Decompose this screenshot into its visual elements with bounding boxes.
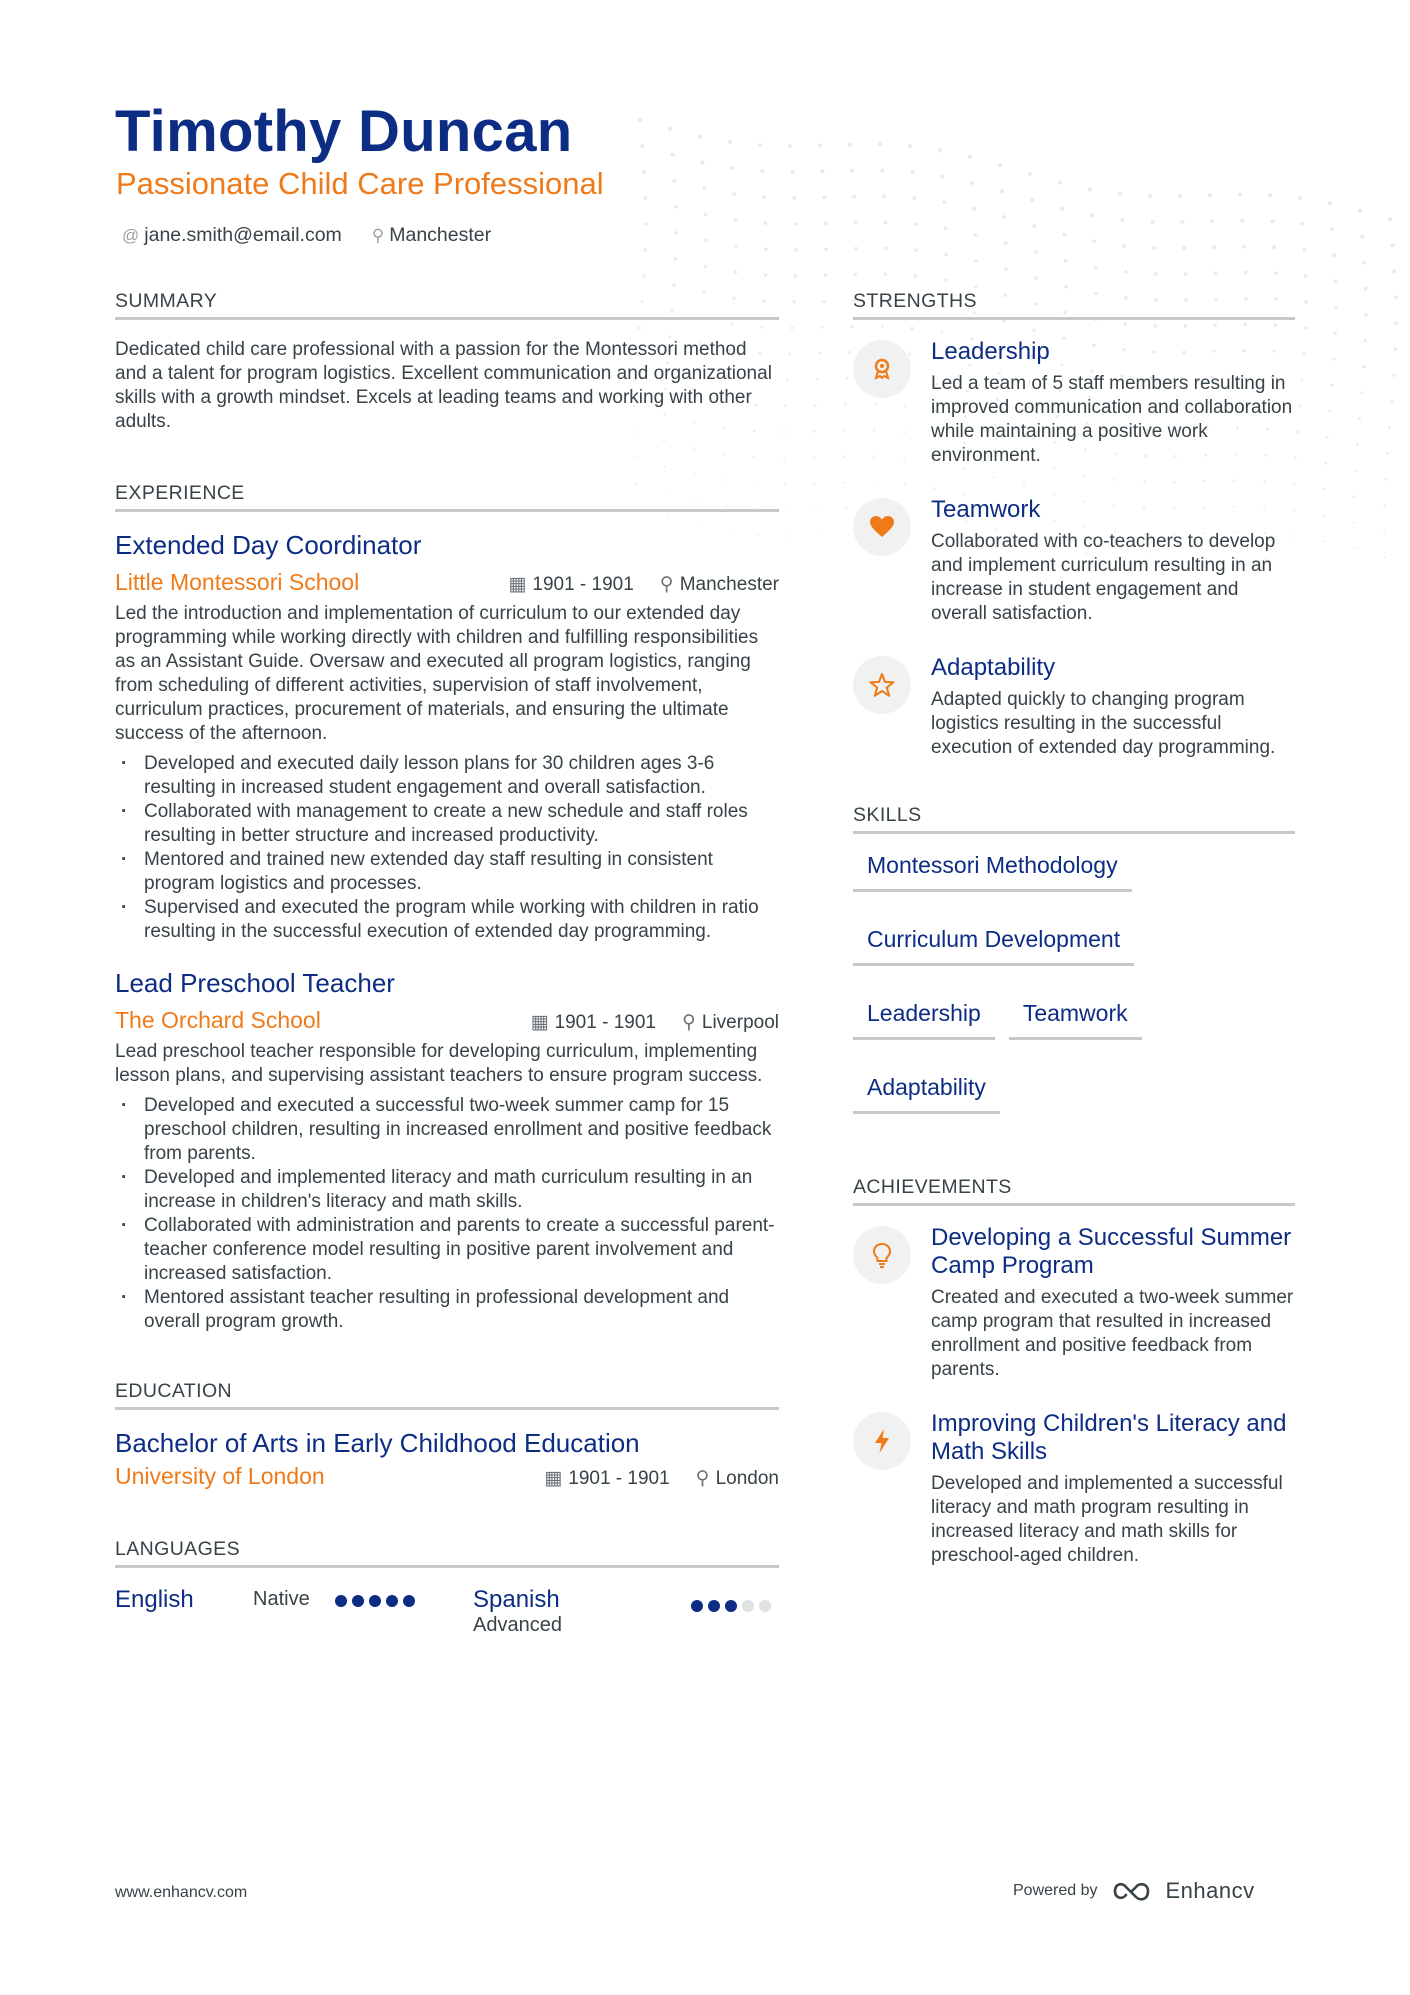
- strength-item: [853, 496, 1295, 626]
- skill-tag: Adaptability: [853, 1068, 1000, 1114]
- enhancv-logo-icon: [1112, 1879, 1158, 1903]
- strength-item: [853, 654, 1295, 760]
- skill-tag: Leadership: [853, 994, 995, 1040]
- rating-dot: [403, 1595, 415, 1607]
- language-item: [473, 1586, 562, 1637]
- star-icon: [853, 656, 911, 714]
- education-entry: [115, 1428, 779, 1490]
- job-bullets: [115, 752, 779, 944]
- job-title: Lead Preschool Teacher: [115, 968, 395, 998]
- summary-text: Dedicated child care professional with a passion for the Montessori method and a talent for program logistics. Excellent communication and organizational skills with a growth mindset. Excels at leading teams and working with other adults.: [115, 339, 772, 432]
- achievement-desc: Created and executed a two-week summer camp program that resulted in increased enrollment and positive feedback from parents.: [931, 1287, 1294, 1380]
- rating-dot: [708, 1600, 720, 1612]
- contact-info: [122, 224, 491, 247]
- calendar-icon: ▦: [544, 1468, 563, 1489]
- achievement-item: [853, 1224, 1295, 1382]
- at-icon: @: [122, 226, 140, 245]
- heart-icon: [853, 498, 911, 556]
- skills-heading: SKILLS: [853, 804, 1295, 834]
- language-level: Native: [253, 1588, 310, 1610]
- achievement-desc: Developed and implemented a successful literacy and math program resulting in increased literacy and math skills for preschool-aged children.: [931, 1473, 1283, 1566]
- job-description: Lead preschool teacher responsible for developing curriculum, implementing lesson plans, and supervising assistant teachers to ensure program success.: [115, 1041, 763, 1086]
- rating-dot: [352, 1595, 364, 1607]
- strength-title: Leadership: [931, 338, 1050, 365]
- degree: Bachelor of Arts in Early Childhood Education: [115, 1428, 640, 1458]
- job-entry: [115, 530, 779, 944]
- company-name: Little Montessori School: [115, 569, 360, 595]
- location-pin-icon: ⚲: [371, 226, 385, 245]
- list-item: · Developed and executed a successful two-week summer camp for 15 preschool children, resulting in increased enrollment and positive feedback from parents.: [115, 1094, 779, 1166]
- rating-dot: [369, 1595, 381, 1607]
- strength-item: [853, 338, 1295, 468]
- email-text: jane.smith@email.com: [144, 224, 342, 246]
- location-pin-icon: ⚲: [695, 1468, 710, 1489]
- strength-desc: Collaborated with co-teachers to develop and implement curriculum resulting in an increase in student engagement and overall satisfaction.: [931, 531, 1276, 624]
- education-location: ⚲ London: [695, 1468, 779, 1489]
- rating-dot: [691, 1600, 703, 1612]
- education-heading: EDUCATION: [115, 1380, 779, 1410]
- summary-heading: SUMMARY: [115, 290, 779, 320]
- language-level: Advanced: [473, 1614, 562, 1636]
- company-name: The Orchard School: [115, 1007, 321, 1033]
- school-name: University of London: [115, 1463, 325, 1489]
- strengths-heading: STRENGTHS: [853, 290, 1295, 320]
- achievements-heading: ACHIEVEMENTS: [853, 1176, 1295, 1206]
- list-item: · Developed and implemented literacy and math curriculum resulting in an increase in children's literacy and math skills.: [115, 1166, 779, 1214]
- left-column: [115, 290, 779, 1646]
- footer-website[interactable]: www.enhancv.com: [115, 1884, 248, 1901]
- email-contact[interactable]: [122, 224, 342, 247]
- list-item: · Collaborated with management to create a new schedule and staff roles resulting in better structure and increased productivity.: [115, 800, 779, 848]
- rating-dot: [725, 1600, 737, 1612]
- list-item: · Mentored assistant teacher resulting in professional development and overall program growth.: [115, 1286, 779, 1334]
- achievement-title: Improving Children's Literacy and Math Skills: [931, 1410, 1287, 1465]
- enhancv-logo[interactable]: [1112, 1878, 1255, 1904]
- right-column: [853, 290, 1295, 1596]
- job-location: ⚲ Manchester: [659, 574, 779, 595]
- list-item: · Supervised and executed the program while working with children in ratio resulting in the successful execution of extended day programming.: [115, 896, 779, 944]
- job-dates: ▦ 1901 - 1901: [508, 574, 634, 595]
- strength-desc: Led a team of 5 staff members resulting in improved communication and collaboration while maintaining a positive work environment.: [931, 373, 1293, 466]
- language-rating: [691, 1600, 771, 1612]
- calendar-icon: ▦: [530, 1012, 549, 1033]
- rating-dot: [742, 1600, 754, 1612]
- candidate-name: Timothy Duncan: [115, 99, 573, 164]
- skill-tag: Montessori Methodology: [853, 846, 1132, 892]
- languages-heading: LANGUAGES: [115, 1538, 779, 1568]
- language-name: English: [115, 1586, 194, 1613]
- skills-list: [853, 846, 1295, 1114]
- job-location: ⚲ Liverpool: [681, 1012, 779, 1033]
- job-description: Led the introduction and implementation of curriculum to our extended day programming while working directly with children and fulfilling responsibilities as an Assistant Guide. Oversaw and executed all program logistics, ranging from scheduling of different activities, supervision of staff involvement, curriculum practices, procurement of materials, and ensuring the ultimate success of the afternoon.: [115, 603, 759, 744]
- language-name: Spanish: [473, 1586, 560, 1613]
- footer-branding: [1013, 1878, 1255, 1904]
- rating-dot: [335, 1595, 347, 1607]
- achievement-title: Developing a Successful Summer Camp Program: [931, 1224, 1292, 1279]
- location-pin-icon: ⚲: [659, 574, 674, 595]
- rating-dot: [759, 1600, 771, 1612]
- powered-by-text: Powered by: [1013, 1882, 1098, 1899]
- job-entry: [115, 968, 779, 1334]
- language-rating: [335, 1595, 415, 1607]
- strength-desc: Adapted quickly to changing program logistics resulting in the successful execution of extended day programming.: [931, 689, 1276, 758]
- skill-tag: Teamwork: [1009, 994, 1142, 1040]
- experience-heading: EXPERIENCE: [115, 482, 779, 512]
- location-contact: [372, 224, 491, 247]
- job-dates: ▦ 1901 - 1901: [530, 1012, 656, 1033]
- list-item: · Developed and executed daily lesson plans for 30 children ages 3-6 resulting in increased student engagement and overall satisfaction.: [115, 752, 779, 800]
- location-pin-icon: ⚲: [681, 1012, 696, 1033]
- enhancv-brand-text: Enhancv: [1165, 1878, 1255, 1903]
- candidate-title: Passionate Child Care Professional: [116, 166, 604, 201]
- strength-title: Teamwork: [931, 496, 1041, 523]
- calendar-icon: ▦: [508, 574, 527, 595]
- award-icon: [853, 340, 911, 398]
- rating-dot: [386, 1595, 398, 1607]
- lightning-icon: [853, 1412, 911, 1470]
- languages-list: [115, 1586, 779, 1646]
- education-dates: ▦ 1901 - 1901: [544, 1468, 670, 1489]
- location-text: Manchester: [389, 224, 492, 246]
- list-item: · Mentored and trained new extended day staff resulting in consistent program logistics and processes.: [115, 848, 779, 896]
- achievement-item: [853, 1410, 1295, 1568]
- job-bullets: [115, 1094, 779, 1334]
- job-title: Extended Day Coordinator: [115, 530, 422, 560]
- language-item: [115, 1586, 194, 1614]
- list-item: · Collaborated with administration and parents to create a successful parent-teacher conference model resulting in positive parent involvement and increased satisfaction.: [115, 1214, 779, 1286]
- strength-title: Adaptability: [931, 654, 1056, 681]
- lightbulb-icon: [853, 1226, 911, 1284]
- skill-tag: Curriculum Development: [853, 920, 1134, 966]
